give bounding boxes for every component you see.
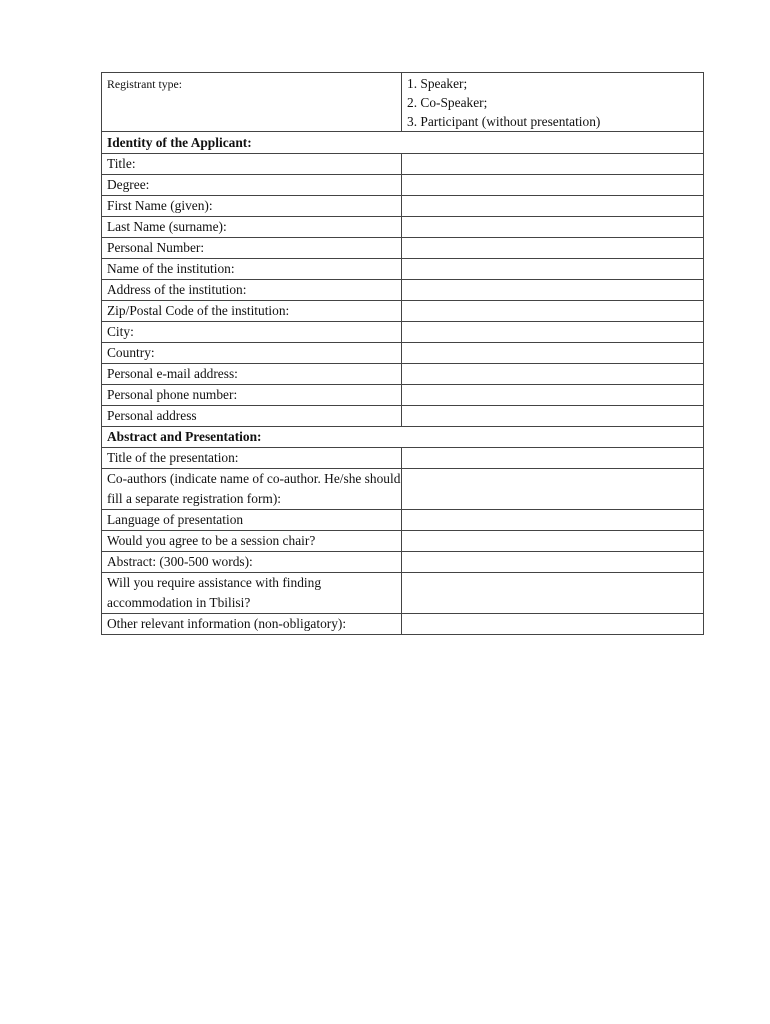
field-value-first-name[interactable] <box>402 196 704 217</box>
field-value-last-name[interactable] <box>402 217 704 238</box>
field-value-abstract[interactable] <box>402 552 704 573</box>
field-value-city[interactable] <box>402 322 704 343</box>
field-value-institution-address[interactable] <box>402 280 704 301</box>
field-value-accommodation[interactable] <box>402 573 704 614</box>
field-value-country[interactable] <box>402 343 704 364</box>
field-label-accommodation: Will you require assistance with finding accommodation in Tbilisi? <box>102 573 402 614</box>
section-header-identity <box>102 132 704 154</box>
field-label-language: Language of presentation <box>102 510 402 531</box>
field-value-degree[interactable] <box>402 175 704 196</box>
field-label-last-name: Last Name (surname): <box>102 217 402 238</box>
section-header-abstract <box>102 427 704 448</box>
field-label-degree: Degree: <box>102 175 402 196</box>
field-label-first-name: First Name (given): <box>102 196 402 217</box>
field-value-other-info[interactable] <box>402 614 704 635</box>
field-value-phone[interactable] <box>402 385 704 406</box>
field-label-phone: Personal phone number: <box>102 385 402 406</box>
field-label-zip-code: Zip/Postal Code of the institution: <box>102 301 402 322</box>
field-value-title[interactable] <box>402 154 704 175</box>
option-co-speaker: 2. Co-Speaker; <box>407 95 488 110</box>
field-label-city: City: <box>102 322 402 343</box>
field-label-title: Title: <box>102 154 402 175</box>
field-label-country: Country: <box>102 343 402 364</box>
field-value-personal-address[interactable] <box>402 406 704 427</box>
field-value-institution-name[interactable] <box>402 259 704 280</box>
field-value-co-authors[interactable] <box>402 469 704 510</box>
field-value-email[interactable] <box>402 364 704 385</box>
registrant-type-row <box>102 73 704 132</box>
option-participant: 3. Participant (without presentation) <box>407 114 601 129</box>
field-label-co-authors: Co-authors (indicate name of co-author. He/she should fill a separate registration form): <box>102 469 402 510</box>
abstract-heading: Abstract and Presentation: <box>102 427 704 448</box>
field-label-presentation-title: Title of the presentation: <box>102 448 402 469</box>
field-label-institution-address: Address of the institution: <box>102 280 402 301</box>
registrant-type-label: Registrant type: <box>102 73 402 132</box>
field-label-other-info: Other relevant information (non-obligatory): <box>102 614 402 635</box>
option-speaker: 1. Speaker; <box>407 76 468 91</box>
field-label-personal-address: Personal address <box>102 406 402 427</box>
field-label-institution-name: Name of the institution: <box>102 259 402 280</box>
registrant-type-options <box>402 73 704 132</box>
field-label-session-chair: Would you agree to be a session chair? <box>102 531 402 552</box>
field-label-abstract: Abstract: (300-500 words): <box>102 552 402 573</box>
field-label-personal-number: Personal Number: <box>102 238 402 259</box>
field-value-zip-code[interactable] <box>402 301 704 322</box>
registration-form-table <box>101 72 704 635</box>
field-label-email: Personal e-mail address: <box>102 364 402 385</box>
field-value-personal-number[interactable] <box>402 238 704 259</box>
field-value-language[interactable] <box>402 510 704 531</box>
field-value-presentation-title[interactable] <box>402 448 704 469</box>
identity-heading: Identity of the Applicant: <box>102 132 704 154</box>
field-value-session-chair[interactable] <box>402 531 704 552</box>
